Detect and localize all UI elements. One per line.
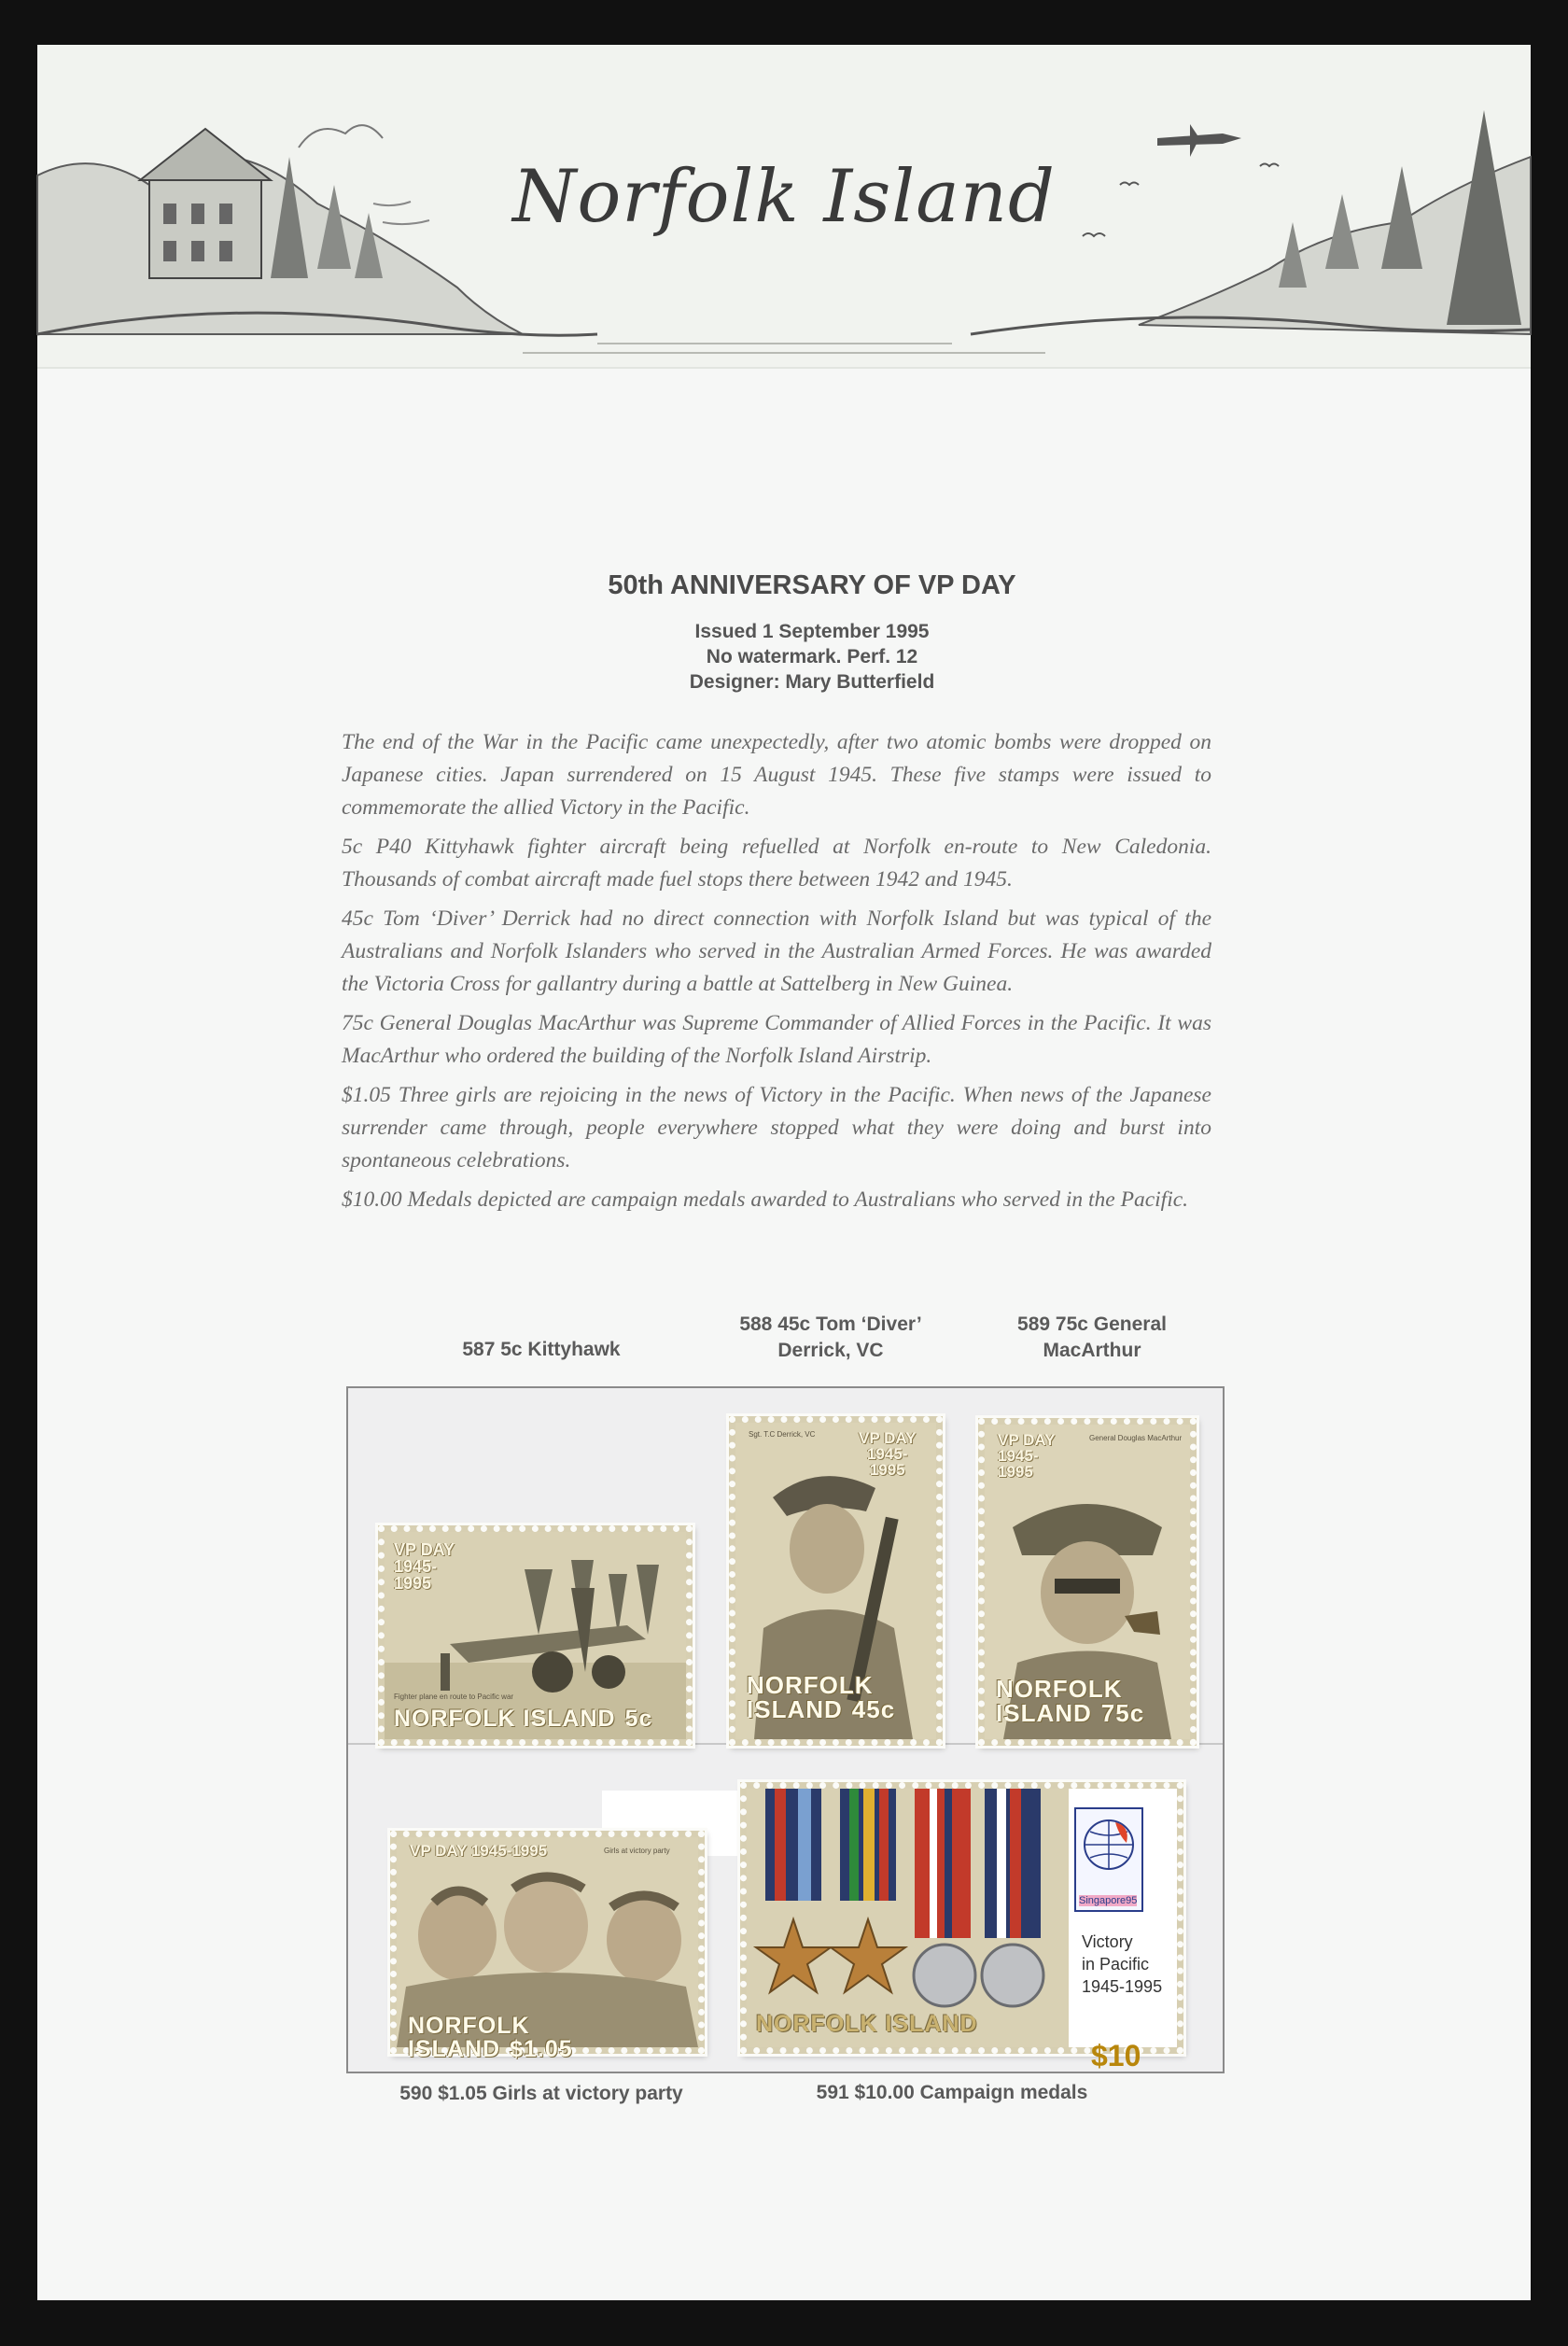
stamp-mount bbox=[346, 1386, 1225, 2073]
label-587: 587 5c Kittyhawk bbox=[462, 1339, 621, 1360]
globe-icon bbox=[1076, 1809, 1141, 1884]
banner-illustration bbox=[37, 45, 1531, 369]
country-name bbox=[747, 1673, 895, 1721]
stamp-caption: Fighter plane en route to Pacific war bbox=[394, 1693, 514, 1701]
country-text: NORFOLK ISLAND bbox=[408, 2013, 530, 2062]
stamp-caption: Girls at victory party bbox=[604, 1847, 670, 1855]
vp-line: 1995 bbox=[869, 1461, 905, 1479]
note-paragraph: $10.00 Medals depicted are campaign medals awarded to Australians who served in the Pacific. bbox=[342, 1187, 1189, 1212]
note-paragraph: 75c General Douglas MacArthur was Supreme Commander of Allied Forces in the Pacific. It was MacArthur who ordered the building of the Norfolk Island Airstrip. bbox=[342, 1011, 1211, 1068]
country-name bbox=[996, 1677, 1144, 1725]
victory-line: 1945-1995 bbox=[1082, 1977, 1163, 1996]
note-paragraph: The end of the War in the Pacific came unexpectedly, after two atomic bombs were dropped on Japanese cities. Japan surrendered on 15 August 1945. These five stamps were issued to commemorate the allied Victory in the Pacific. bbox=[342, 730, 1211, 820]
label-590: 590 $1.05 Girls at victory party bbox=[399, 2083, 683, 2104]
label-591: 591 $10.00 Campaign medals bbox=[816, 2082, 1088, 2103]
stamp-591-tab bbox=[1069, 1789, 1177, 2072]
victory-line: in Pacific bbox=[1082, 1955, 1150, 1974]
vp-day-overprint bbox=[998, 1432, 1055, 1480]
face-value: $10 bbox=[1091, 2039, 1141, 2072]
label-588 bbox=[709, 1312, 952, 1364]
issue-date: Issued 1 September 1995 bbox=[694, 621, 930, 642]
stamp-587 bbox=[378, 1525, 693, 1746]
country-name bbox=[394, 1707, 652, 1731]
note-paragraph: $1.05 Three girls are rejoicing in the news of Victory in the Pacific. When news of the Japanese surrender came through, people everywhere stopped what they were doing and burst into spontaneous celebrations. bbox=[342, 1083, 1211, 1173]
country-text: ISLAND bbox=[747, 1695, 843, 1723]
label-589 bbox=[980, 1312, 1204, 1364]
face-value: 45c bbox=[851, 1695, 896, 1723]
vp-day-overprint bbox=[394, 1541, 455, 1592]
victory-line: Victory bbox=[1082, 1932, 1133, 1951]
label-588-line1: 588 45c Tom ‘Diver’ bbox=[739, 1313, 922, 1335]
country-text: NORFOLK ISLAND bbox=[394, 1706, 616, 1732]
stamp-590 bbox=[390, 1831, 705, 2062]
logo-text: Singapore95 bbox=[1079, 1895, 1138, 1906]
victory-text bbox=[1082, 1931, 1175, 1998]
description-notes bbox=[342, 726, 1211, 1223]
vp-day-overprint: VP DAY 1945-1995 bbox=[410, 1842, 548, 1860]
label-588-line2: Derrick, VC bbox=[777, 1340, 884, 1361]
label-589-line2: MacArthur bbox=[1043, 1340, 1141, 1361]
page-title: 50th ANNIVERSARY OF VP DAY bbox=[608, 570, 1016, 600]
vp-line: VP DAY bbox=[859, 1429, 917, 1447]
note-paragraph: 45c Tom ‘Diver’ Derrick had no direct connection with Norfolk Island but was typical of the Australians and Norfolk Islanders who served in the Australian Armed Forces. He was awarded the Victoria Cross for gallantry during a battle at Sattelberg in New Guinea. bbox=[342, 906, 1211, 996]
stamp-588 bbox=[729, 1416, 943, 1746]
designer: Designer: Mary Butterfield bbox=[689, 671, 935, 693]
banner-title: Norfolk Island bbox=[512, 155, 1056, 239]
vp-day-overprint bbox=[859, 1430, 916, 1478]
stamp-589 bbox=[978, 1418, 1197, 1746]
country-name: NORFOLK ISLAND bbox=[756, 2011, 978, 2037]
vp-line: VP DAY bbox=[998, 1431, 1056, 1449]
vp-line: 1945- bbox=[998, 1447, 1039, 1465]
campaign-medals-artwork bbox=[747, 1789, 1069, 2047]
singapore95-logo bbox=[1074, 1807, 1143, 1912]
vp-line: 1995 bbox=[394, 1574, 432, 1593]
country-name bbox=[408, 2015, 698, 2061]
vp-line: 1995 bbox=[998, 1463, 1033, 1481]
note-paragraph: 5c P40 Kittyhawk fighter aircraft being refuelled at Norfolk en-route to New Caledonia. Thousands of combat aircraft made fuel stops there between 1942 and 1945. bbox=[342, 835, 1211, 892]
country-text: NORFOLK bbox=[996, 1675, 1123, 1703]
face-value: 75c bbox=[1100, 1699, 1145, 1727]
country-text: NORFOLK bbox=[747, 1671, 874, 1699]
stamp-591 bbox=[740, 1782, 1183, 2072]
stamp-caption: Sgt. T.C Derrick, VC bbox=[749, 1430, 816, 1439]
vp-line: 1945- bbox=[394, 1557, 438, 1576]
watermark-perf: No watermark. Perf. 12 bbox=[706, 646, 918, 667]
album-page bbox=[37, 45, 1531, 2300]
country-text: ISLAND bbox=[996, 1699, 1092, 1727]
stamp-caption: General Douglas MacArthur bbox=[1089, 1434, 1183, 1442]
label-589-line1: 589 75c General bbox=[1017, 1313, 1167, 1335]
face-value: 5c bbox=[624, 1706, 653, 1732]
vp-line: 1945- bbox=[866, 1445, 908, 1463]
vp-line: VP DAY bbox=[394, 1540, 455, 1559]
face-value: $1.05 bbox=[510, 2036, 573, 2062]
